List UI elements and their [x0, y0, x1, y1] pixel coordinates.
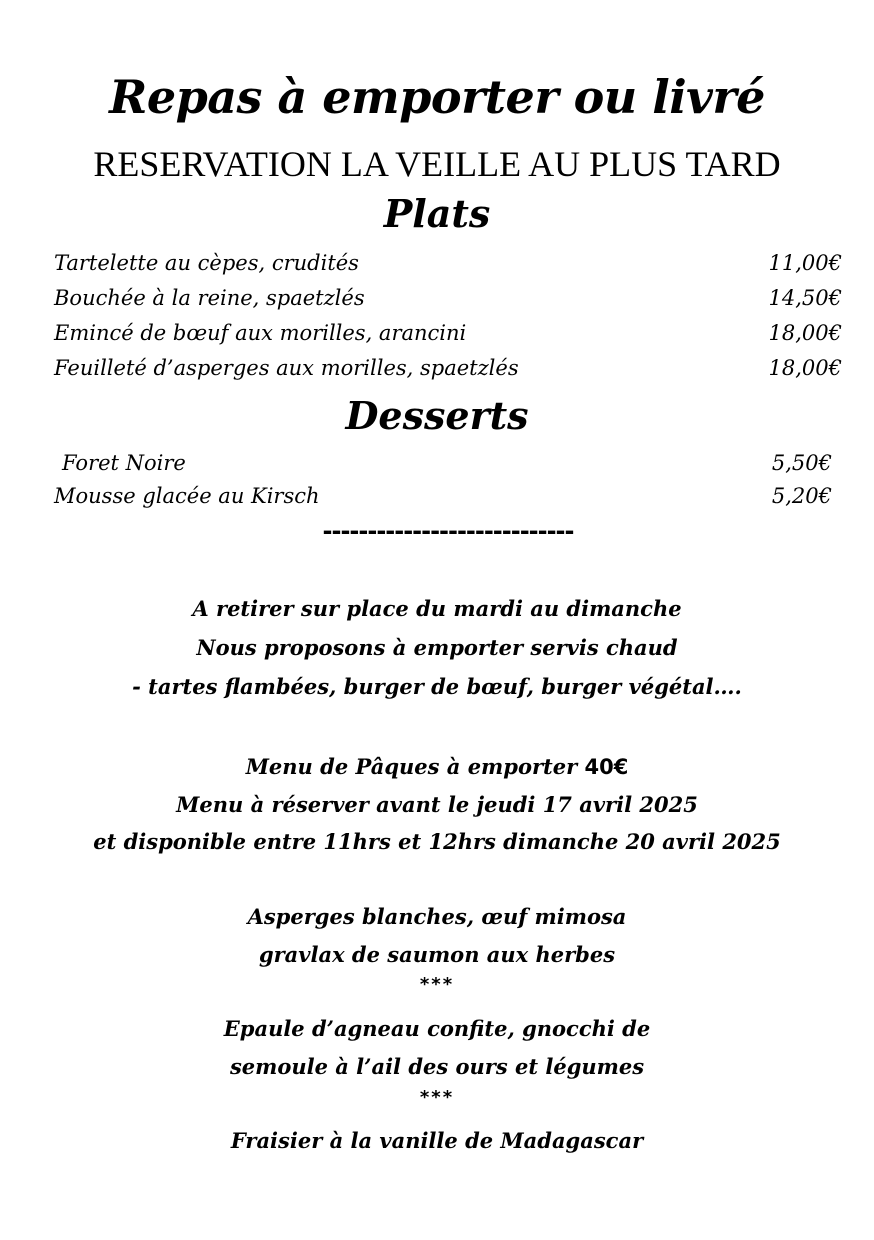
- easter-availability: et disponible entre 11hrs et 12hrs dimanche 20 avril 2025: [93, 829, 781, 854]
- easter-main-2: semoule à l’ail des ours et légumes: [229, 1054, 645, 1079]
- item-name: Bouchée à la reine, spaetzlés: [54, 286, 365, 310]
- divider-line: ----------------------------: [322, 517, 574, 545]
- course-separator: ***: [419, 1087, 455, 1108]
- page-title: Repas à emporter ou livré: [109, 70, 765, 124]
- menu-item: [54, 281, 842, 315]
- item-price: 5,20€: [771, 484, 832, 508]
- hot-takeaway-info: Nous proposons à emporter servis chaud: [196, 635, 678, 660]
- easter-title-text: Menu de Pâques à emporter: [245, 754, 578, 779]
- easter-starter-2: gravlax de saumon aux herbes: [258, 942, 616, 967]
- hot-takeaway-list: - tartes flambées, burger de bœuf, burger végétal….: [132, 674, 742, 699]
- reservation-notice: RESERVATION LA VEILLE AU PLUS TARD: [93, 144, 781, 184]
- menu-item: [62, 446, 832, 480]
- menu-item: [54, 479, 832, 513]
- plats-heading: Plats: [383, 191, 491, 236]
- item-name: Mousse glacée au Kirsch: [54, 484, 320, 508]
- easter-reservation-deadline: Menu à réserver avant le jeudi 17 avril 2025: [176, 792, 698, 817]
- menu-item: [54, 316, 842, 350]
- item-price: 18,00€: [768, 356, 842, 380]
- item-name: Foret Noire: [62, 451, 186, 475]
- easter-main-1: Epaule d’agneau confite, gnocchi de: [223, 1016, 651, 1041]
- item-price: 5,50€: [771, 451, 832, 475]
- item-name: Emincé de bœuf aux morilles, arancini: [54, 321, 467, 345]
- easter-starter-1: Asperges blanches, œuf mimosa: [247, 904, 627, 929]
- item-price: 14,50€: [768, 286, 842, 310]
- easter-menu-title: [0, 748, 874, 786]
- easter-price: 40€: [584, 755, 629, 779]
- course-separator: ***: [419, 974, 455, 995]
- item-name: Feuilleté d’asperges aux morilles, spaetzlés: [54, 356, 519, 380]
- menu-item: [54, 246, 842, 280]
- pickup-info: A retirer sur place du mardi au dimanche: [192, 596, 682, 621]
- menu-item: [54, 351, 842, 385]
- item-price: 18,00€: [768, 321, 842, 345]
- item-price: 11,00€: [768, 251, 842, 275]
- item-name: Tartelette au cèpes, crudités: [54, 251, 359, 275]
- desserts-heading: Desserts: [345, 393, 529, 438]
- easter-dessert: Fraisier à la vanille de Madagascar: [230, 1128, 644, 1153]
